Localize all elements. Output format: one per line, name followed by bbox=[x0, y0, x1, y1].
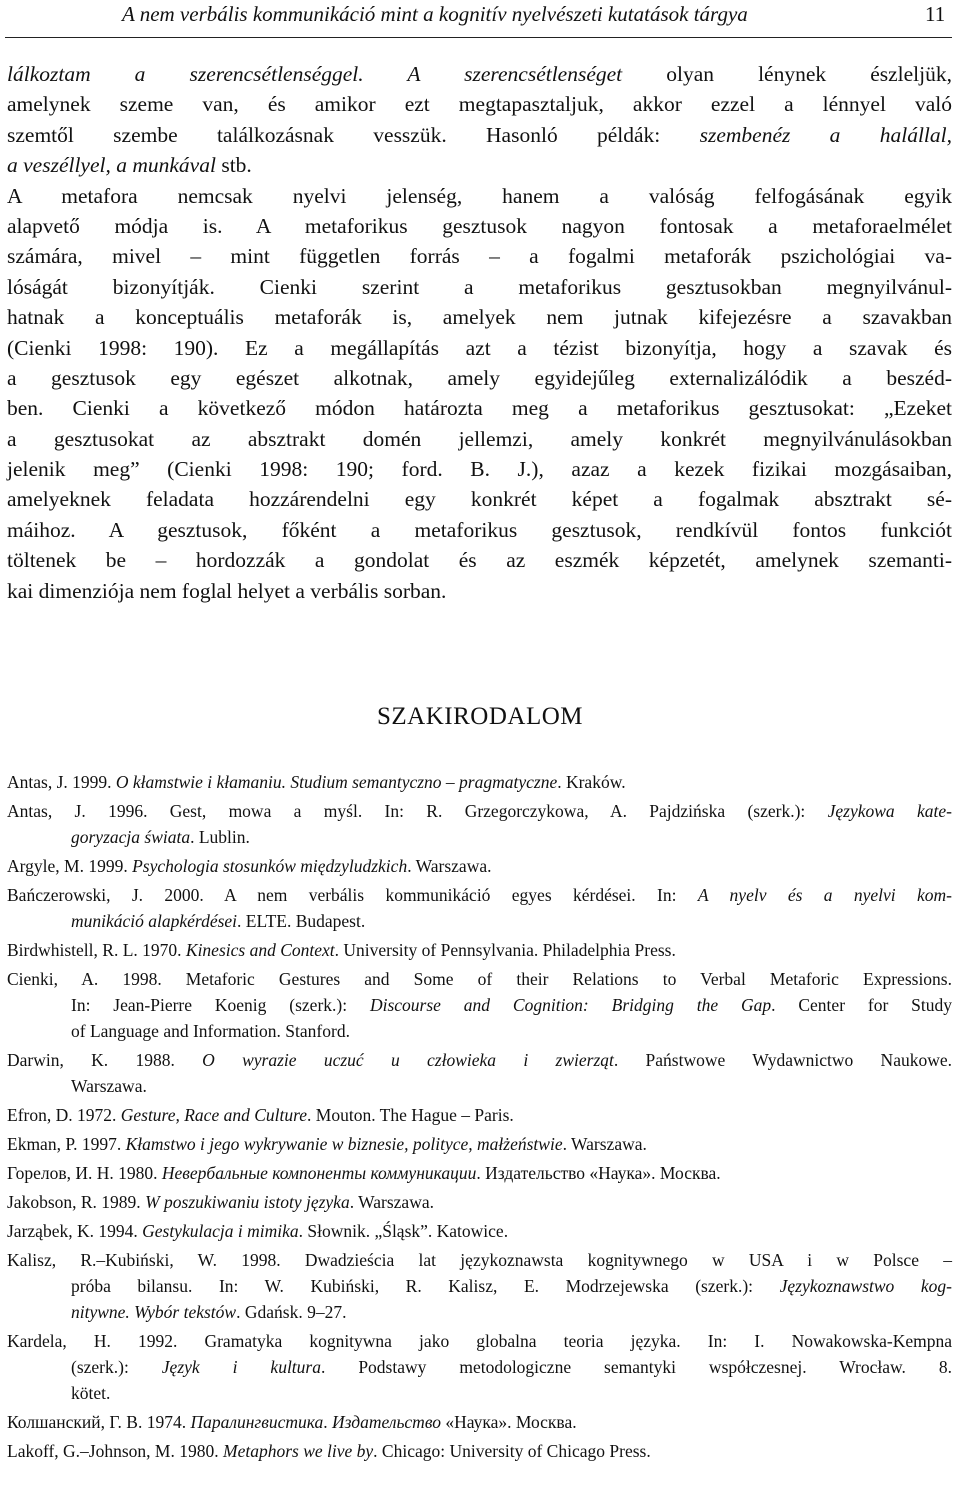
text-segment: Kardela, H. 1992. Gramatyka kognitywna jako globalna teoria języka. In: I. Nowakowska-Kempna bbox=[7, 1331, 952, 1351]
reference-line bbox=[7, 824, 952, 850]
text-segment: Lakoff, G.–Johnson, M. 1980. bbox=[7, 1441, 223, 1461]
text-segment: Birdwhistell, R. L. 1970. bbox=[7, 940, 186, 960]
text-segment: (Cienki 1998: 190). Ez a megállapítás azt a tézist bizonyítja, hogy a szavak és bbox=[7, 335, 952, 360]
body-line bbox=[7, 576, 952, 606]
reference-line bbox=[7, 1273, 952, 1299]
text-segment: . Warszawa. bbox=[407, 856, 492, 876]
page-header bbox=[0, 0, 960, 36]
text-segment: jelenik meg” (Cienki 1998: 190; ford. B. J.), azaz a kezek fizikai mozgásaiban, bbox=[7, 457, 952, 482]
reference-line bbox=[7, 1131, 952, 1157]
reference-entry bbox=[7, 798, 952, 850]
italic-text: Językoznawstwo kog- bbox=[779, 1276, 952, 1296]
reference-line bbox=[7, 1102, 952, 1128]
text-segment: Warszawa. bbox=[71, 1076, 147, 1096]
reference-line bbox=[7, 1073, 952, 1099]
reference-line bbox=[7, 1189, 952, 1215]
body-line bbox=[7, 59, 952, 89]
reference-line bbox=[7, 1299, 952, 1325]
reference-entry bbox=[7, 966, 952, 1044]
body-line bbox=[7, 181, 952, 211]
italic-text: lálkoztam a szerencsétlenséggel. A bbox=[7, 62, 465, 86]
reference-entry bbox=[7, 1218, 952, 1244]
text-segment: Горелов, И. Н. 1980. bbox=[7, 1163, 162, 1183]
body-line bbox=[7, 211, 952, 241]
text-segment: Kalisz, R.–Kubiński, W. 1998. Dwadzieścia lat językoznawsta kognitywnego w USA i w Polsce – bbox=[7, 1250, 952, 1270]
italic-text: goryzacja świata bbox=[71, 827, 191, 847]
text-segment: Antas, J. 1996. Gest, mowa a myśl. In: R. Grzegorczykowa, A. Pajdzińska (szerk.): bbox=[7, 801, 828, 821]
reference-line bbox=[7, 1354, 952, 1380]
reference-line bbox=[7, 1047, 952, 1073]
text-segment: Argyle, M. 1999. bbox=[7, 856, 133, 876]
body-line bbox=[7, 515, 952, 545]
body-line bbox=[7, 454, 952, 484]
page-number: 11 bbox=[925, 2, 946, 26]
text-segment: . Podstawy metodologiczne semantyki współczesnej. Wrocław. 8. bbox=[320, 1357, 952, 1377]
text-segment: lóságát bizonyítják. Cienki szerint a metaforikus gesztusokban megnyilvánul- bbox=[7, 274, 952, 299]
text-segment: próba bilansu. In: W. Kubiński, R. Kalisz, E. Modrzejewska (szerk.): bbox=[71, 1276, 780, 1296]
reference-entry bbox=[7, 853, 952, 879]
text-segment: alapvető módja is. A metaforikus gesztusok nagyon fontosak a metaforaelmélet bbox=[7, 213, 952, 238]
italic-text: Издательство bbox=[332, 1412, 441, 1432]
text-segment: a gesztusokat az absztrakt domén jellemzi, amely konkrét megnyilvánulásokban bbox=[7, 426, 952, 451]
reference-line bbox=[7, 853, 952, 879]
reference-line bbox=[7, 1160, 952, 1186]
text-segment: Колшанский, Г. В. 1974. bbox=[7, 1412, 191, 1432]
italic-text: Невербальные компоненты коммуникации bbox=[161, 1163, 477, 1183]
reference-entry bbox=[7, 769, 952, 795]
italic-text: O wyrazie uczuć u człowieka i zwierząt bbox=[202, 1050, 614, 1070]
references-list bbox=[7, 769, 952, 1467]
body-paragraphs bbox=[7, 59, 952, 606]
italic-text: Metaphors we live by bbox=[223, 1441, 374, 1461]
italic-text: W poszukiwaniu istoty języka bbox=[145, 1192, 350, 1212]
text-segment: hatnak a konceptuális metaforák is, amelyek nem jutnak kifejezésre a szavakban bbox=[7, 305, 952, 330]
text-segment: kai dimenziója nem foglal helyet a verbális sorban. bbox=[7, 578, 447, 603]
reference-entry bbox=[7, 1409, 952, 1435]
reference-line bbox=[7, 1380, 952, 1406]
text-segment: . Издательство «Наука». Москва. bbox=[476, 1163, 721, 1183]
reference-line bbox=[7, 1328, 952, 1354]
text-segment: In: Jean-Pierre Koenig (szerk.): bbox=[71, 995, 370, 1015]
text-segment: Efron, D. 1972. bbox=[7, 1105, 121, 1125]
italic-text: Паралингвистика bbox=[190, 1412, 324, 1432]
body-line bbox=[7, 363, 952, 393]
italic-text: Kinesics and Context bbox=[185, 940, 335, 960]
body-line bbox=[7, 545, 952, 575]
text-segment: Cienki, A. 1998. Metaforic Gestures and Some of their Relations to Verbal Metaforic Expressions. bbox=[7, 969, 952, 989]
italic-text: Gestykulacja i mimika bbox=[142, 1221, 299, 1241]
text-segment: . bbox=[323, 1412, 333, 1432]
reference-line bbox=[7, 992, 952, 1018]
body-line bbox=[7, 484, 952, 514]
italic-text: a veszéllyel, a munkával bbox=[7, 153, 216, 178]
text-segment: stb. bbox=[215, 153, 252, 178]
text-segment: számára, mivel – mint független forrás – a fogalmi metaforák pszichológiai va- bbox=[7, 244, 952, 269]
reference-line bbox=[7, 882, 952, 908]
text-segment: (szerk.): bbox=[71, 1357, 162, 1377]
italic-text: munikáció alapkérdései bbox=[71, 911, 238, 931]
text-segment: Jarząbek, K. 1994. bbox=[7, 1221, 143, 1241]
text-segment: amelyeknek feladata hozzárendelni egy konkrét képet a fogalmak absztrakt sé- bbox=[7, 487, 952, 512]
text-segment: . Chicago: University of Chicago Press. bbox=[373, 1441, 651, 1461]
italic-text: Gesture, Race and Culture bbox=[120, 1105, 308, 1125]
body-line bbox=[7, 120, 952, 150]
italic-text: szembenéz a halállal, bbox=[699, 122, 952, 147]
body-line bbox=[7, 89, 952, 119]
reference-entry bbox=[7, 1160, 952, 1186]
italic-text: nitywne. Wybór tekstów bbox=[71, 1302, 237, 1322]
reference-line bbox=[7, 1247, 952, 1273]
italic-text: Językowa kate- bbox=[827, 801, 952, 821]
text-segment: . Warszawa. bbox=[562, 1134, 647, 1154]
text-segment: . Lublin. bbox=[190, 827, 250, 847]
reference-line bbox=[7, 769, 952, 795]
text-segment: . University of Pennsylvania. Philadelphia Press. bbox=[334, 940, 676, 960]
text-segment: szemtől szembe találkozásnak vesszük. Hasonló példák: bbox=[7, 122, 700, 147]
header-rule bbox=[5, 37, 952, 38]
text-segment: «Наука». Москва. bbox=[440, 1412, 577, 1432]
body-line bbox=[7, 272, 952, 302]
text-segment: . ELTE. Budapest. bbox=[237, 911, 366, 931]
section-title: SZAKIRODALOM bbox=[377, 703, 583, 730]
italic-text: Discourse and Cognition: Bridging the Gap bbox=[369, 995, 772, 1015]
body-line bbox=[7, 333, 952, 363]
italic-text: szerencsétlenséget bbox=[464, 62, 623, 86]
reference-entry bbox=[7, 937, 952, 963]
reference-entry bbox=[7, 1328, 952, 1406]
reference-entry bbox=[7, 1189, 952, 1215]
body-line bbox=[7, 393, 952, 423]
text-segment: töltenek be – hordozzák a gondolat és az eszmék képzetét, amelynek szemanti- bbox=[7, 548, 952, 573]
text-segment: . Kraków. bbox=[557, 772, 626, 792]
reference-line bbox=[7, 1409, 952, 1435]
reference-entry bbox=[7, 1131, 952, 1157]
text-segment: a gesztusok egy egészet alkotnak, amely egyidejűleg externalizálódik a beszéd- bbox=[7, 365, 952, 390]
text-segment: Antas, J. 1999. bbox=[7, 772, 116, 792]
text-segment: olyan lénynek észleljük, bbox=[622, 62, 952, 86]
body-line bbox=[7, 241, 952, 271]
text-segment: . Center for Study bbox=[771, 995, 953, 1015]
reference-line bbox=[7, 1018, 952, 1044]
text-segment: . Warszawa. bbox=[349, 1192, 434, 1212]
text-segment: Ekman, P. 1997. bbox=[7, 1134, 126, 1154]
text-segment: ben. Cienki a következő módon határozta meg a metaforikus gesztusokat: „Ezeket bbox=[7, 396, 952, 421]
text-segment: kötet. bbox=[71, 1383, 111, 1403]
body-line bbox=[7, 150, 952, 180]
text-segment: . Państwowe Wydawnictwo Naukowe. bbox=[613, 1050, 952, 1070]
reference-entry bbox=[7, 1047, 952, 1099]
reference-entry bbox=[7, 882, 952, 934]
reference-line bbox=[7, 1218, 952, 1244]
italic-text: Kłamstwo i jego wykrywanie w biznesie, polityce, małżeństwie bbox=[125, 1134, 563, 1154]
text-segment: Jakobson, R. 1989. bbox=[7, 1192, 146, 1212]
text-segment: amelynek szeme van, és amikor ezt megtapasztaljuk, akkor ezzel a lénnyel való bbox=[7, 92, 952, 117]
text-segment: of Language and Information. Stanford. bbox=[71, 1021, 350, 1041]
reference-line bbox=[7, 798, 952, 824]
text-segment: A metafora nemcsak nyelvi jelenség, hanem a valóság felfogásának egyik bbox=[7, 183, 952, 208]
italic-text: O kłamstwie i kłamaniu. Studium semantyczno – pragmatyczne bbox=[115, 772, 558, 792]
italic-text: A nyelv és a nyelvi kom- bbox=[697, 885, 952, 905]
text-segment: . Mouton. The Hague – Paris. bbox=[307, 1105, 514, 1125]
body-line bbox=[7, 302, 952, 332]
text-segment: Bańczerowski, J. 2000. A nem verbális kommunikáció egyes kérdései. In: bbox=[7, 885, 698, 905]
text-segment: . Słownik. „Śląsk”. Katowice. bbox=[298, 1221, 509, 1241]
reference-entry bbox=[7, 1102, 952, 1128]
running-title: A nem verbális kommunikáció mint a kognitív nyelvészeti kutatások tárgya bbox=[122, 2, 748, 26]
reference-entry bbox=[7, 1247, 952, 1325]
italic-text: Język i kultura bbox=[161, 1357, 321, 1377]
italic-text: Psychologia stosunków międzyludzkich bbox=[132, 856, 408, 876]
text-segment: máihoz. A gesztusok, főként a metaforikus gesztusok, rendkívül fontos funkciót bbox=[7, 517, 952, 542]
reference-line bbox=[7, 966, 952, 992]
reference-entry bbox=[7, 1438, 952, 1464]
reference-line bbox=[7, 908, 952, 934]
text-segment: Darwin, K. 1988. bbox=[7, 1050, 203, 1070]
reference-line bbox=[7, 1438, 952, 1464]
body-line bbox=[7, 424, 952, 454]
text-segment: . Gdańsk. 9–27. bbox=[236, 1302, 347, 1322]
reference-line bbox=[7, 937, 952, 963]
